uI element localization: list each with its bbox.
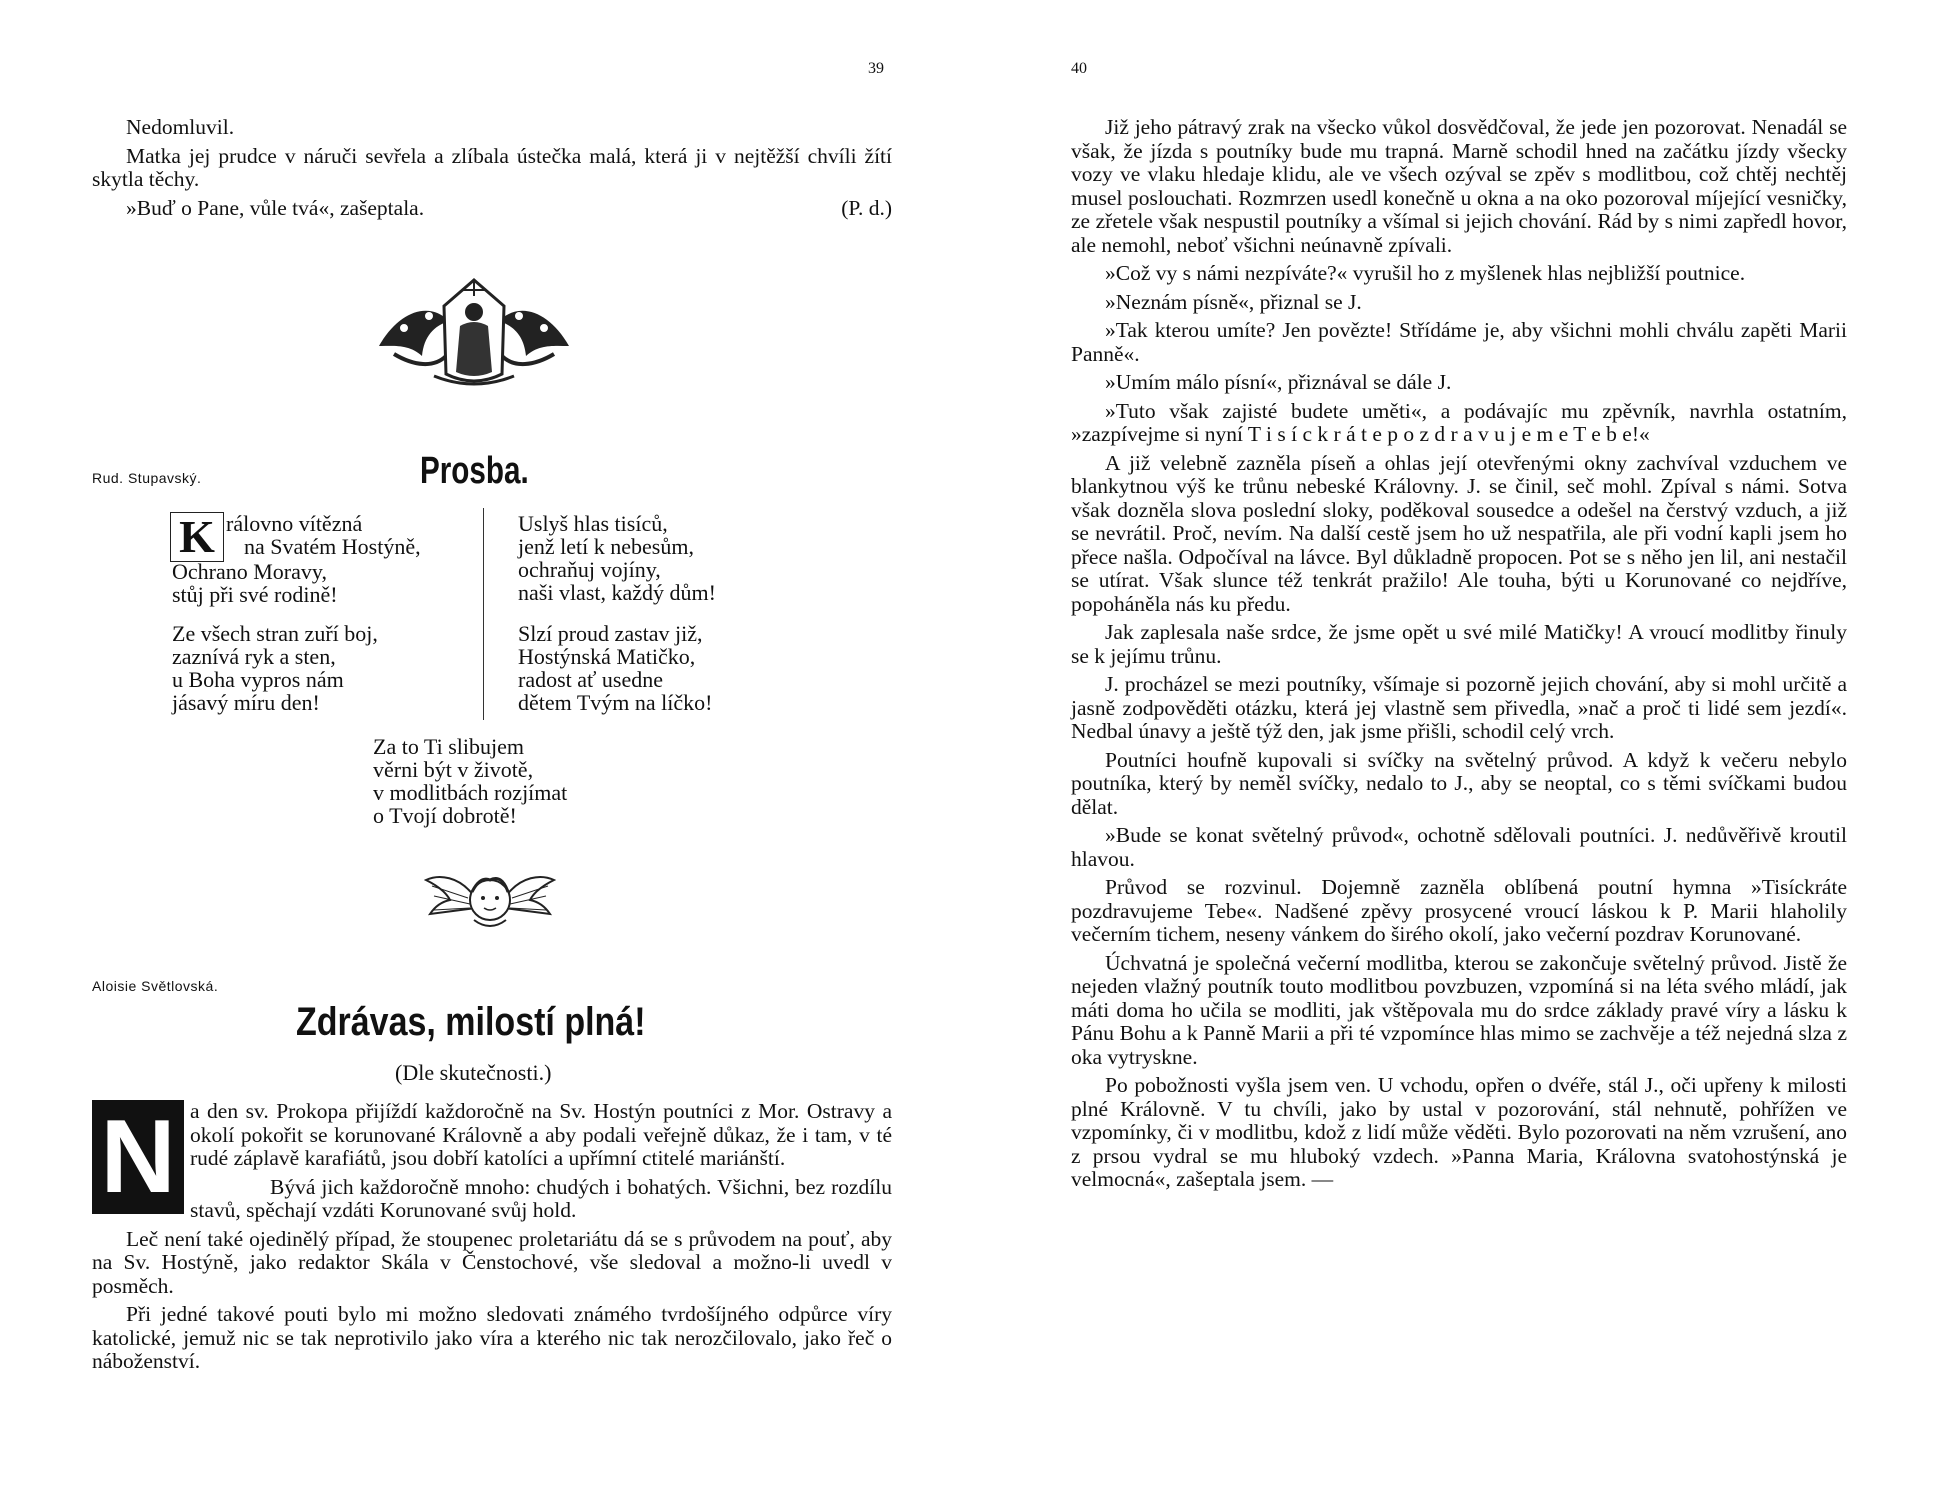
poem-column-1-stanza-2 [172,622,378,714]
poem-author: Rud. Stupavský. [92,470,202,486]
paragraph: A již velebně zazněla píseň a ohlas její otevřenými okny zachvíval vzduchem ve blankytnou výš ke trůnu nebeské Královny. J. se činil, seč mohl. Zpíval s námi. Sotva však dozněla slova poslední sloky, poděkoval sousedce a odešel na čerstvý vzduch, a již se nevrátil. Proč, nevím. Na další cestě jsem ho už nespatřila, ale při vodní kapli jsem ho přece našla. Odpočíval na lávce. Byl důkladně propocen. Pot se s něho jen lil, ani nestačil se utírat. Však slunce též tenkrát pražilo! Ale touha, býti u Korunované co nejdříve, popoháněla nás ku předu. [1071,450,1847,616]
poem-column-1-stanza-1b [244,535,421,558]
paragraph: »Bude se konat světelný průvod«, ochotně sdělovali poutníci. J. nedůvěřivě kroutil hlavou. [1071,823,1847,871]
paragraph: Nedomluvil. [126,115,235,139]
poem-line: Ze všech stran zuří boj, [172,621,378,646]
poem-line: o Tvojí dobrotě! [373,803,517,828]
poem-divider [483,508,484,720]
poem-column-1-stanza-1 [226,512,362,535]
poem-line: rálovno vítězná [226,511,363,536]
poem-line: Hostýnská Matičko, [518,644,696,669]
paragraph: »Umím málo písní«, přiznával se dále J. [1105,370,1452,394]
poem-title: Prosba. [420,450,529,492]
poem-line: dětem Tvým na líčko! [518,690,713,715]
poem-column-1-stanza-1c [172,560,338,606]
madonna-ornament-icon [374,276,574,388]
poem-column-2-stanza-1 [518,512,716,604]
paragraph: Leč není také ojedinělý případ, že stoupenec proletariátu dá se s průvodem na pouť, aby na Sv. Hostýně, jako redaktor Skála v Čenstochové, vše sledoval a možno-li uvedl v posměch. [92,1226,892,1298]
story-text [92,1100,892,1379]
poem-line: v modlitbách rozjímat [373,780,568,805]
paragraph: Úchvatná je společná večerní modlitba, kterou se zakončuje světelný průvod. Jistě že nejeden vlažný poutník touto modlitbou povzbuzen, vzpomíná si na léta svého mládí, jak máti doma ho učila se modliti, jak vštěpovala mu do srdce základy pravé víry a lásku k Pánu Bohu a k Panně Marii a při té vzpomínce hlas mimo se zachvěje a též nejedná slza z oka vytryskne. [1071,950,1847,1069]
poem-line: radost ať usedne [518,667,664,692]
page-number: 39 [868,60,884,77]
poem-line: jenž letí k nebesům, [518,534,694,559]
initial-k-icon: K [170,512,224,562]
paragraph: Matka jej prudce v náruči sevřela a zlíbala ústečka malá, která ji v nejtěžší chvíli žítí skytla těchy. [92,143,892,191]
paragraph: »Což vy s námi nezpíváte?« vyrušil ho z myšlenek hlas nejbližší poutnice. [1105,261,1746,285]
story-title: Zdrávas, milostí plná! [296,1000,646,1044]
story-author: Aloisie Světlovská. [92,978,219,994]
poem-line: ochraňuj vojíny, [518,557,661,582]
right-page [973,0,1946,1500]
poem-line: věrni být v životě, [373,757,534,782]
closing-line: »Buď o Pane, vůle tvá«, zašeptala. [126,195,425,220]
closing-sign: (P. d.) [841,195,892,220]
poem-line: stůj při své rodině! [172,582,338,607]
continuation-text [92,116,892,220]
poem-line: Uslyš hlas tisíců, [518,511,668,536]
poem-line: jásavý míru den! [172,690,320,715]
closing-row [92,197,892,221]
paragraph: Bývá jich každoročně mnoho: chudých i bohatých. Všichni, bez rozdílu stavů, spěchají vzdáti Korunované svůj hold. [190,1174,892,1222]
paragraph: a den sv. Prokopa přijíždí každoročně na Sv. Hostýn poutníci z Mor. Ostravy a okolí pokořit se korunované Královně a aby podali veřejně důkaz, že i tam, v té rudé záplavě karafiátů, jsou dobří katolíci a upřímní ctitelé mariánští. [190,1099,892,1170]
paragraph: Při jedné takové pouti bylo mi možno sledovati známého tvrdošíjného odpůrce víry katolické, jemuž nic se tak neprotivilo jako víra a kterého nic tak nerozčilovalo, jako řeč o náboženství. [92,1302,892,1373]
paragraph: Průvod se rozvinul. Dojemně zazněla oblíbená poutní hymna »Tisíckráte pozdravujeme Tebe«. Nadšené zpěvy prosycené vroucí láskou k P. Marii hlaholily večerním tichem, neseny vánkem do širého okolí, jako večerní pozdrav Korunované. [1071,875,1847,946]
poem-line: zaznívá ryk a sten, [172,644,336,669]
poem-line: na Svatém Hostýně, [244,534,421,559]
paragraph: J. procházel se mezi poutníky, všímaje si pozorně jejich chování, aby si mohl určitě a jasně zodpověděti otázku, která jej vlastně sem přivedla, »nač a proč ti lidé sem jezdí«. Nedbal únavy a ještě týž den, jak jsme přišli, schodil celý vrch. [1071,672,1847,743]
paragraph: Jak zaplesala naše srdce, že jsme opět u své milé Matičky! A vroucí modlitby řinuly se k jejímu trůnu. [1071,620,1847,668]
poem-line: Slzí proud zastav již, [518,621,703,646]
poem-line: naši vlast, každý dům! [518,580,716,605]
paragraph: Poutníci houfně kupovali si svíčky na světelný průvod. A když k večeru nebylo poutníka, který by neměl svíčky, nedalo to J., aby se neoptal, co s těmi svíčkami budou dělat. [1071,747,1847,819]
story-subtitle: (Dle skutečnosti.) [395,1060,552,1085]
paragraph: »Tak kterou umíte? Jen povězte! Střídáme je, aby všichni mohli chválu zapěti Marii Panně«. [1071,318,1847,366]
paragraph: »Neznám písně«, přiznal se J. [1105,289,1362,314]
paragraph: Po pobožnosti vyšla jsem ven. U vchodu, opřen o dvéře, stál J., oči upřeny k milosti plné Královně. V tu chvíli, jako by ustal v pozorování, stál nehnutě, pohřížen ve vzpomínky, či v modlitbu, kdož z lidí může věděti. Bylo pozorovati na něm vzrušení, ano z prsou vydral se mu hluboký vzdech. »Panna Maria, Královna svatohostýnská je velmocná«, zašeptala jsem. — [1071,1073,1847,1191]
poem-line: u Boha vypros nám [172,667,344,692]
angel-ornament-icon [424,866,556,934]
page-number: 40 [1071,60,1087,77]
paragraph: Již jeho pátravý zrak na všecko vůkol dosvědčoval, že jede jen pozorovat. Nenadál se však, že jízda s poutníky bude mu trapná. Marně schodil hned na začátku jízdy všecky vozy ve vlaku hledaje klidu, ale ve všech ozýval se zpěv s modlitbou, což chtěj nechtěj musel poslouchati. Rozmrzen usedl konečně u okna a na oko pozoroval míjející vesničky, ze zřetele však nespustil poutníky a všímal si jejich chování. Rád by s nimi zapředl hovor, ale nemohl, neboť všichni neúnavně zpívali. [1071,115,1847,257]
initial-n-icon: N [92,1100,184,1214]
poem-line: Ochrano Moravy, [172,559,327,584]
story-continuation [1071,116,1847,1197]
poem-final-stanza [373,735,567,827]
poem-line: Za to Ti slibujem [373,734,524,759]
poem-column-2-stanza-2 [518,622,713,714]
paragraph: »Tuto však zajisté budete uměti«, a podávajíc mu zpěvník, navrhla ostatním, »zazpívejme si nyní T i s í c k r á t e p o z d r a v u j e m e T e b e!« [1071,398,1847,446]
